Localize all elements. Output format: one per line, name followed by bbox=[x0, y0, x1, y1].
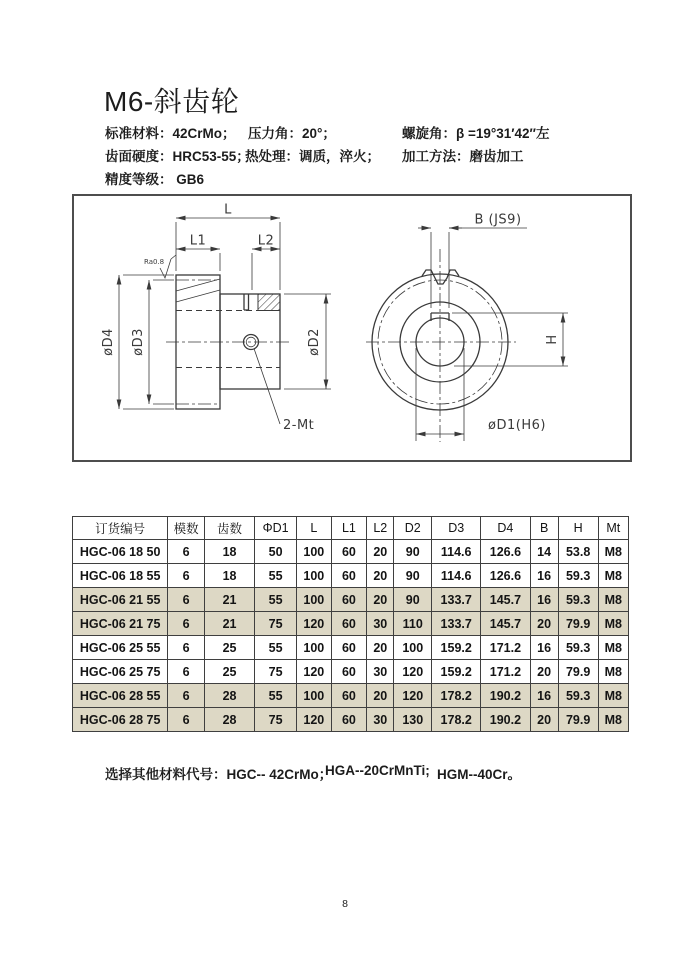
dim-label-keyway-width: B (JS9) bbox=[474, 212, 522, 228]
table-cell: 159.2 bbox=[432, 660, 481, 684]
spec-heat-treatment: 热处理：调质，淬火； bbox=[245, 149, 380, 164]
table-cell: 79.9 bbox=[558, 660, 598, 684]
table-cell: 114.6 bbox=[432, 540, 481, 564]
table-cell: 20 bbox=[530, 612, 558, 636]
table-cell: M8 bbox=[598, 660, 628, 684]
table-cell: 100 bbox=[394, 636, 432, 660]
table-cell: 145.7 bbox=[481, 588, 530, 612]
dim-label-tap-holes: 2-Mt bbox=[283, 418, 315, 433]
table-cell: 30 bbox=[367, 660, 394, 684]
table-cell: 30 bbox=[367, 612, 394, 636]
table-cell: 20 bbox=[530, 660, 558, 684]
table-cell: 53.8 bbox=[558, 540, 598, 564]
spec-helix-angle: 螺旋角：β =19°31′42″左 bbox=[402, 126, 550, 141]
table-cell: 20 bbox=[367, 636, 394, 660]
table-cell: M8 bbox=[598, 636, 628, 660]
column-header: ΦD1 bbox=[255, 517, 297, 540]
table-cell: 20 bbox=[530, 708, 558, 732]
material-code-hgm: HGM--40Cr。 bbox=[437, 767, 522, 782]
table-cell: 110 bbox=[394, 612, 432, 636]
table-cell: 20 bbox=[367, 564, 394, 588]
table-cell: M8 bbox=[598, 588, 628, 612]
table-cell: 59.3 bbox=[558, 564, 598, 588]
page-title: M6-斜齿轮 bbox=[104, 86, 240, 117]
table-cell: 30 bbox=[367, 708, 394, 732]
material-code-hga: HGA--20CrMnTi; bbox=[325, 763, 430, 778]
table-cell: 60 bbox=[331, 708, 367, 732]
table-cell: 16 bbox=[530, 636, 558, 660]
technical-drawing-frame bbox=[72, 194, 632, 462]
table-cell: 190.2 bbox=[481, 708, 530, 732]
table-cell: 6 bbox=[168, 636, 205, 660]
table-cell: 55 bbox=[255, 636, 297, 660]
table-cell: HGC-06 25 75 bbox=[73, 660, 168, 684]
column-header: 订货编号 bbox=[73, 517, 168, 540]
table-cell: 25 bbox=[204, 660, 254, 684]
table-cell: 6 bbox=[168, 684, 205, 708]
table-cell: 60 bbox=[331, 636, 367, 660]
table-cell: 25 bbox=[204, 636, 254, 660]
dim-label-l: L bbox=[224, 202, 232, 218]
table-cell: 133.7 bbox=[432, 588, 481, 612]
table-row bbox=[73, 540, 629, 564]
table-row bbox=[73, 660, 629, 684]
table-cell: 90 bbox=[394, 540, 432, 564]
table-cell: HGC-06 18 55 bbox=[73, 564, 168, 588]
table-cell: 60 bbox=[331, 684, 367, 708]
column-header: B bbox=[530, 517, 558, 540]
table-cell: 55 bbox=[255, 684, 297, 708]
table-cell: M8 bbox=[598, 684, 628, 708]
table-cell: M8 bbox=[598, 564, 628, 588]
table-cell: M8 bbox=[598, 612, 628, 636]
table-cell: 100 bbox=[297, 564, 332, 588]
table-cell: 28 bbox=[204, 708, 254, 732]
spec-machining: 加工方法：磨齿加工 bbox=[402, 149, 524, 164]
page-number: 8 bbox=[342, 898, 348, 910]
table-cell: 6 bbox=[168, 612, 205, 636]
table-cell: 60 bbox=[331, 588, 367, 612]
table-cell: M8 bbox=[598, 540, 628, 564]
table-cell: M8 bbox=[598, 708, 628, 732]
table-cell: 16 bbox=[530, 564, 558, 588]
table-cell: HGC-06 21 55 bbox=[73, 588, 168, 612]
table-cell: 20 bbox=[367, 540, 394, 564]
table-row bbox=[73, 636, 629, 660]
table-cell: 60 bbox=[331, 540, 367, 564]
dim-label-bore: øD1(H6) bbox=[488, 418, 546, 433]
table-cell: 130 bbox=[394, 708, 432, 732]
column-header: L2 bbox=[367, 517, 394, 540]
table-cell: 21 bbox=[204, 612, 254, 636]
table-cell: 159.2 bbox=[432, 636, 481, 660]
table-cell: 6 bbox=[168, 564, 205, 588]
spec-pressure-angle: 压力角：20°； bbox=[248, 126, 336, 141]
column-header: D3 bbox=[432, 517, 481, 540]
column-header: D2 bbox=[394, 517, 432, 540]
table-cell: 55 bbox=[255, 564, 297, 588]
table-cell: 178.2 bbox=[432, 684, 481, 708]
table-cell: HGC-06 21 75 bbox=[73, 612, 168, 636]
column-header: D4 bbox=[481, 517, 530, 540]
spec-material: 标准材料：42CrMo； bbox=[105, 126, 236, 141]
table-cell: 55 bbox=[255, 588, 297, 612]
column-header: Mt bbox=[598, 517, 628, 540]
column-header: H bbox=[558, 517, 598, 540]
table-cell: 28 bbox=[204, 684, 254, 708]
surface-finish-label: Ra0.8 bbox=[144, 258, 165, 266]
column-header: L1 bbox=[331, 517, 367, 540]
table-cell: 133.7 bbox=[432, 612, 481, 636]
column-header: 模数 bbox=[168, 517, 205, 540]
table-cell: HGC-06 25 55 bbox=[73, 636, 168, 660]
column-header: 齿数 bbox=[204, 517, 254, 540]
table-cell: 59.3 bbox=[558, 588, 598, 612]
table-cell: 79.9 bbox=[558, 612, 598, 636]
table-cell: 20 bbox=[367, 588, 394, 612]
table-header-row bbox=[73, 517, 629, 540]
table-cell: 120 bbox=[297, 708, 332, 732]
table-cell: HGC-06 28 75 bbox=[73, 708, 168, 732]
spec-hardness: 齿面硬度：HRC53-55； bbox=[105, 149, 250, 164]
dim-label-l2: L2 bbox=[257, 233, 275, 249]
table-cell: 6 bbox=[168, 660, 205, 684]
table-cell: HGC-06 18 50 bbox=[73, 540, 168, 564]
table-cell: 171.2 bbox=[481, 636, 530, 660]
front-view bbox=[366, 213, 568, 443]
table-cell: 75 bbox=[255, 708, 297, 732]
table-cell: 100 bbox=[297, 540, 332, 564]
table-cell: 75 bbox=[255, 612, 297, 636]
dim-label-keyway-height: H bbox=[545, 334, 560, 345]
dim-label-l1: L1 bbox=[189, 233, 207, 249]
table-cell: 59.3 bbox=[558, 636, 598, 660]
table-cell: 16 bbox=[530, 684, 558, 708]
table-cell: 171.2 bbox=[481, 660, 530, 684]
dim-label-d3: øD3 bbox=[131, 328, 146, 356]
table-cell: 120 bbox=[297, 660, 332, 684]
table-cell: 100 bbox=[297, 684, 332, 708]
table-cell: 6 bbox=[168, 540, 205, 564]
table-cell: 126.6 bbox=[481, 564, 530, 588]
table-cell: 50 bbox=[255, 540, 297, 564]
table-cell: 100 bbox=[297, 636, 332, 660]
table-cell: 100 bbox=[297, 588, 332, 612]
table-cell: 18 bbox=[204, 540, 254, 564]
side-view bbox=[101, 203, 331, 434]
table-cell: 16 bbox=[530, 588, 558, 612]
table-cell: 59.3 bbox=[558, 684, 598, 708]
material-code-note: 选择其他材料代号：HGC-- 42CrMo； bbox=[105, 767, 333, 782]
table-cell: 75 bbox=[255, 660, 297, 684]
column-header: L bbox=[297, 517, 332, 540]
dim-label-d4: øD4 bbox=[101, 328, 116, 356]
table-cell: 6 bbox=[168, 588, 205, 612]
spec-precision-grade: 精度等级： GB6 bbox=[105, 172, 205, 187]
table-cell: 79.9 bbox=[558, 708, 598, 732]
table-row bbox=[73, 612, 629, 636]
table-cell: 20 bbox=[367, 684, 394, 708]
table-row bbox=[73, 588, 629, 612]
table-cell: 126.6 bbox=[481, 540, 530, 564]
table-cell: 60 bbox=[331, 564, 367, 588]
table-cell: 120 bbox=[394, 660, 432, 684]
spec-table bbox=[72, 516, 629, 732]
table-cell: HGC-06 28 55 bbox=[73, 684, 168, 708]
table-cell: 178.2 bbox=[432, 708, 481, 732]
table-row bbox=[73, 684, 629, 708]
table-cell: 14 bbox=[530, 540, 558, 564]
dim-label-d2: øD2 bbox=[307, 328, 322, 356]
table-cell: 90 bbox=[394, 564, 432, 588]
table-cell: 21 bbox=[204, 588, 254, 612]
table-cell: 114.6 bbox=[432, 564, 481, 588]
table-cell: 18 bbox=[204, 564, 254, 588]
table-cell: 120 bbox=[297, 612, 332, 636]
table-cell: 120 bbox=[394, 684, 432, 708]
table-row bbox=[73, 708, 629, 732]
table-cell: 6 bbox=[168, 708, 205, 732]
table-row bbox=[73, 564, 629, 588]
table-cell: 145.7 bbox=[481, 612, 530, 636]
table-cell: 190.2 bbox=[481, 684, 530, 708]
table-cell: 60 bbox=[331, 612, 367, 636]
table-cell: 60 bbox=[331, 660, 367, 684]
technical-drawing bbox=[74, 196, 630, 460]
table-cell: 90 bbox=[394, 588, 432, 612]
